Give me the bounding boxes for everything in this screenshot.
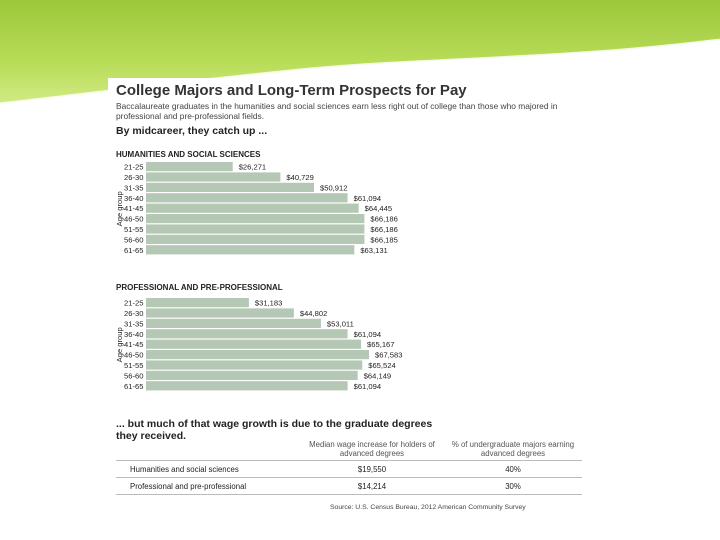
bottom-lead: ... but much of that wage growth is due to the graduate degrees they received. [116,418,433,442]
figure-subtitle: Baccalaureate graduates in the humanities and social sciences earn less right out of college than those who majored in professional and pre-professional fields. [116,101,558,121]
bar-value-label: $26,271 [238,162,267,172]
bar-value-label: $31,183 [254,298,283,308]
bar-value-label: $67,583 [375,350,403,360]
age-tick-label: 51-55 [124,361,144,370]
bar [146,381,348,390]
bar-value-label: $65,167 [367,340,395,350]
bar-value-label: $61,094 [353,329,382,339]
table-cell-pct-advanced: 40% [444,461,582,478]
bar-value-label: $61,094 [353,381,382,391]
chart-1-title: HUMANITIES AND SOCIAL SCIENCES [116,150,261,159]
bar-value-label: $66,186 [370,225,398,234]
age-tick-label: 46-50 [124,214,144,224]
age-tick-label: 56-60 [124,371,144,381]
table-header-wage-increase: Median wage increase for holders of advanced degrees [309,440,435,458]
y-axis-title: Age group [115,191,124,227]
table-header-pct-advanced: % of undergraduate majors earning advanced degrees [451,440,575,458]
age-tick-label: 21-25 [124,162,144,172]
chart-2-title: PROFESSIONAL AND PRE-PROFESSIONAL [116,283,283,292]
age-tick-label: 41-45 [124,204,144,214]
age-tick-label: 61-65 [124,245,144,255]
age-tick-label: 26-30 [124,309,144,318]
bar-value-label: $64,149 [363,371,392,381]
bar [146,162,233,171]
bar [146,193,348,202]
summary-table [116,440,582,495]
age-tick-label: 26-30 [124,173,144,182]
chart-figure [108,78,592,518]
table-header-row [116,440,582,461]
bar [146,224,364,233]
table-cell-major: Professional and pre-professional [116,478,300,495]
table-header-major [116,440,300,461]
figure-lead: By midcareer, they catch up ... [116,125,268,137]
bar [146,298,249,307]
age-tick-label: 31-35 [124,183,144,193]
bar-value-label: $44,802 [299,309,328,318]
age-tick-label: 36-40 [124,329,144,339]
table-row [116,478,582,495]
age-tick-label: 51-55 [124,225,144,234]
bar-value-label: $63,131 [360,245,388,255]
humanities-bar-chart [108,162,592,262]
bar [146,214,364,223]
bar [146,183,314,192]
professional-bar-chart [108,298,592,398]
bar [146,371,358,380]
source-note: Source: U.S. Census Bureau, 2012 American Community Survey [330,504,526,511]
age-tick-label: 21-25 [124,298,144,308]
age-tick-label: 61-65 [124,381,144,391]
table-cell-wage-increase: $14,214 [300,478,444,495]
age-tick-label: 46-50 [124,350,144,360]
bar [146,350,369,359]
age-tick-label: 41-45 [124,340,144,350]
bar [146,329,348,338]
bar-value-label: $61,094 [353,193,382,203]
age-tick-label: 56-60 [124,235,144,245]
bar-value-label: $64,445 [364,204,393,214]
bar-value-label: $65,524 [368,361,396,370]
table-row [116,461,582,478]
table-cell-major: Humanities and social sciences [116,461,300,478]
bar [146,340,361,349]
bar-value-label: $40,729 [286,173,314,182]
bar-value-label: $50,912 [320,183,348,193]
bar-value-label: $66,185 [370,235,398,245]
table-cell-pct-advanced: 30% [444,478,582,495]
bar [146,204,359,213]
bar [146,235,364,244]
bar-value-label: $53,011 [326,319,354,329]
bar [146,172,280,181]
bar-value-label: $66,186 [370,214,398,224]
table-cell-wage-increase: $19,550 [300,461,444,478]
bar [146,308,294,317]
bar [146,245,354,254]
figure-title: College Majors and Long-Term Prospects for Pay [116,82,467,99]
y-axis-title: Age group [115,327,124,363]
age-tick-label: 31-35 [124,319,144,329]
age-tick-label: 36-40 [124,193,144,203]
bar [146,360,362,369]
bar [146,319,321,328]
